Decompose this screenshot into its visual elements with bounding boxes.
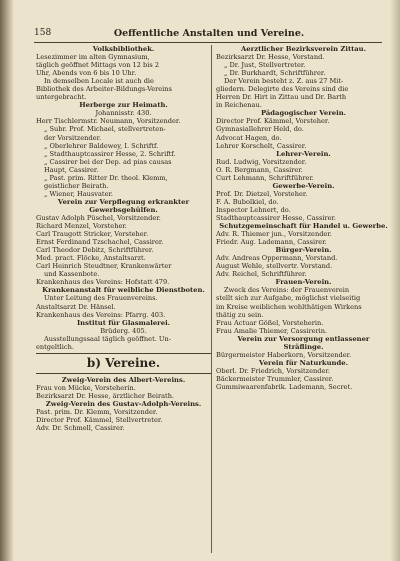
page-header [34, 28, 384, 40]
text-line: Prof. Dr. Dietzel, Vorsteher. [216, 189, 308, 198]
text-line: In demselben Locale ist auch die [44, 77, 154, 86]
text-line: Advocat Hagen, do. [216, 133, 282, 142]
text-line: Ausstellungssaal täglich geöffnet. Un- [44, 334, 171, 343]
section-rule [36, 373, 211, 374]
text-line: „ Past. prim. Ritter Dr. theol. Klemm, [44, 173, 168, 182]
section-heading: Verein für Naturkunde. [259, 358, 348, 367]
address-line: Johannisstr. 430. [95, 109, 152, 118]
text-line: Lehrer Korschelt, Cassirer. [216, 141, 307, 150]
text-line: Adv. Dr. Schmell, Cassirer. [36, 424, 125, 433]
text-line: Carl Traugott Stricker, Vorsteher. [36, 230, 149, 239]
text-line: „ Stadthauptcassirer Hesse, 2. Schriftf. [44, 149, 176, 158]
text-line: in Reichenau. [216, 101, 262, 110]
text-line: Inspector Lehnert, do. [216, 205, 291, 214]
text-line: Herr Tischlermstr. Neumann, Vorsitzender. [36, 117, 181, 126]
text-line: F. A. Bubolkiel, do. [216, 197, 279, 206]
text-line: Past. prim. Dr. Klemm, Vorsitzender. [36, 407, 158, 416]
right-column [216, 45, 391, 391]
text-line: Bezirksarzt Dr. Hesse, ärztlicher Beirath. [36, 391, 175, 400]
section-heading: Verein zur Verpflegung erkrankter [57, 197, 190, 206]
text-line: Director Prof. Kämmel, Stellvertreter. [36, 416, 163, 425]
text-line: gliedern. Delegirte des Vereins sind die [216, 85, 349, 94]
text-line: Bäckermeister Trummler, Cassirer. [216, 374, 334, 383]
section-heading: Krankenanstalt für weibliche Dienstboten. [42, 286, 205, 295]
text-line: Der Verein besteht z. Z. aus 27 Mit- [224, 77, 344, 86]
section-heading: Gewerbsgehülfen. [89, 205, 158, 214]
text-line: „ Cassirer bei der Dep. ad pias causas [44, 157, 172, 166]
page-edge [390, 0, 400, 561]
section-heading: Pädagogischer Verein. [260, 109, 347, 118]
text-line: Anstaltsarzt Dr. Hänsel. [36, 302, 116, 311]
text-line: Krankenhaus des Vereins: Hofstatt 479. [36, 278, 170, 287]
section-heading: Lehrer-Verein. [276, 149, 331, 158]
section-heading: Zweig-Verein des Albert-Vereins. [61, 375, 186, 384]
text-line: Adv. Reichel, Schriftführer. [216, 270, 307, 279]
text-line: Oberl. Dr. Friedrich, Vorsitzender. [216, 366, 330, 375]
text-line: O. R. Bergmann, Cassirer. [216, 165, 303, 174]
text-line: täglich geöffnet Mittags von 12 bis 2 [36, 61, 160, 70]
section-heading: Verein zur Versorgung entlassener [237, 334, 370, 343]
text-line: Richard Menzel, Vorsteher. [36, 222, 127, 231]
section-heading: Gewerbe-Verein. [272, 181, 335, 190]
text-line: Friedr. Aug. Lademann, Cassirer. [216, 238, 327, 247]
text-line: Lesezimmer im alten Gymnasium, [36, 53, 150, 62]
book-gutter [0, 0, 14, 561]
text-line: „ Dr. Burkhardt, Schriftführer. [224, 69, 326, 78]
page-number: 158 [34, 28, 52, 38]
address-line: Brüderg. 405. [100, 326, 147, 335]
section-heading: Bürger-Verein. [275, 246, 332, 255]
section-heading: Herberge zur Heimath. [79, 101, 168, 110]
text-line: Curt Lehmann, Schriftführer. [216, 173, 314, 182]
section-heading: Volksbibliothek. [92, 45, 155, 53]
text-line: Ernst Ferdinand Tzschachel, Cassirer. [36, 238, 164, 247]
text-line: Adv. R. Thiemer jun., Vorsitzender. [216, 230, 332, 239]
text-line: August Wehle, stellvertr. Vorstand. [216, 262, 333, 271]
text-line: untergebracht. [36, 93, 87, 102]
text-line: Gummiwaarenfabrik. Lademann, Secret. [216, 382, 353, 391]
text-line: Uhr, Abends von 6 bis 10 Uhr. [36, 69, 137, 78]
text-line: Carl Theodor Debitz, Schriftführer. [36, 246, 154, 255]
text-line: Carl Heinrich Steudtner, Krankenwärter [36, 262, 172, 271]
text-line: „ Wiener, Hausvater. [44, 189, 113, 198]
text-line: Stadthauptcassirer Hesse, Cassirer. [216, 213, 337, 222]
text-line: „ Subr. Prof. Michael, stellvertreten- [44, 125, 166, 134]
text-line: Bibliothek des Arbeiter-Bildungs-Vereins [36, 85, 172, 94]
text-line: thätig zu sein. [216, 310, 264, 319]
text-line: Med. pract. Flöcke, Anstaltsarzt. [36, 254, 146, 263]
section-heading: Zweig-Verein des Gustav-Adolph-Vereins. [45, 399, 202, 408]
left-column [36, 45, 211, 432]
text-line: Haupt, Cassirer. [44, 165, 99, 174]
section-heading: Frauen-Verein. [275, 278, 332, 287]
text-line: „ Dr. Just, Stellvertreter. [224, 61, 306, 70]
text-line: geistlicher Beirath. [44, 181, 109, 190]
page-title: Oeffentliche Anstalten und Vereine. [113, 28, 305, 39]
text-line: stellt sich zur Aufgabe, möglichst vielseitig [216, 294, 361, 303]
chapter-heading: b) Vereine. [86, 355, 161, 370]
text-line: Frau Amalie Thiemer, Cassirerin. [216, 326, 328, 335]
text-line: Bürgermeister Haberkorn, Vorsitzender. [216, 350, 352, 359]
text-line: Unter Leitung des Frauenvereins. [44, 294, 158, 303]
text-line: Rud. Ludwig, Vorsitzender. [216, 157, 307, 166]
text-line: der Vorsitzender. [44, 133, 102, 142]
text-line: Gustav Adolph Püschel, Vorsitzender. [36, 213, 161, 222]
text-line: Frau von Mücke, Vorsteherin. [36, 383, 136, 392]
text-line: Gymnasiallehrer Held, do. [216, 125, 304, 134]
section-heading: Schutzgemeinschaft für Handel u. Gewerbe. [219, 222, 388, 231]
header-rule [34, 42, 382, 43]
text-line: entgeltlich. [36, 342, 74, 351]
section-heading: Aerztlicher Bezirksverein Zittau. [241, 45, 366, 53]
text-line: im Kreise weiblichen wohlthätigen Wirkens [216, 302, 362, 311]
section-heading: Sträflinge. [283, 342, 324, 351]
text-line: Herren Dr. Hirt in Zittau und Dr. Barth [216, 93, 347, 102]
text-line: Adv. Andreas Oppermann, Vorstand. [216, 254, 338, 263]
text-line: Frau Actuar Gößel, Vorsteherin. [216, 318, 324, 327]
section-heading: Institut für Glasmalerei. [76, 318, 171, 327]
column-divider [211, 45, 212, 553]
text-line: Bezirksarzt Dr. Hesse, Vorstand. [216, 53, 325, 62]
section-rule [36, 353, 211, 354]
text-line: „ Oberlehrer Baldewey, I. Schriftf. [44, 141, 159, 150]
text-line: Krankenhaus des Vereins: Pfarrg. 403. [36, 310, 166, 319]
text-line: Director Prof. Kämmel, Vorsteher. [216, 117, 330, 126]
text-line: und Kassenbote. [44, 270, 100, 279]
text-line: Zweck des Vereins: der Frauenverein [224, 286, 350, 295]
